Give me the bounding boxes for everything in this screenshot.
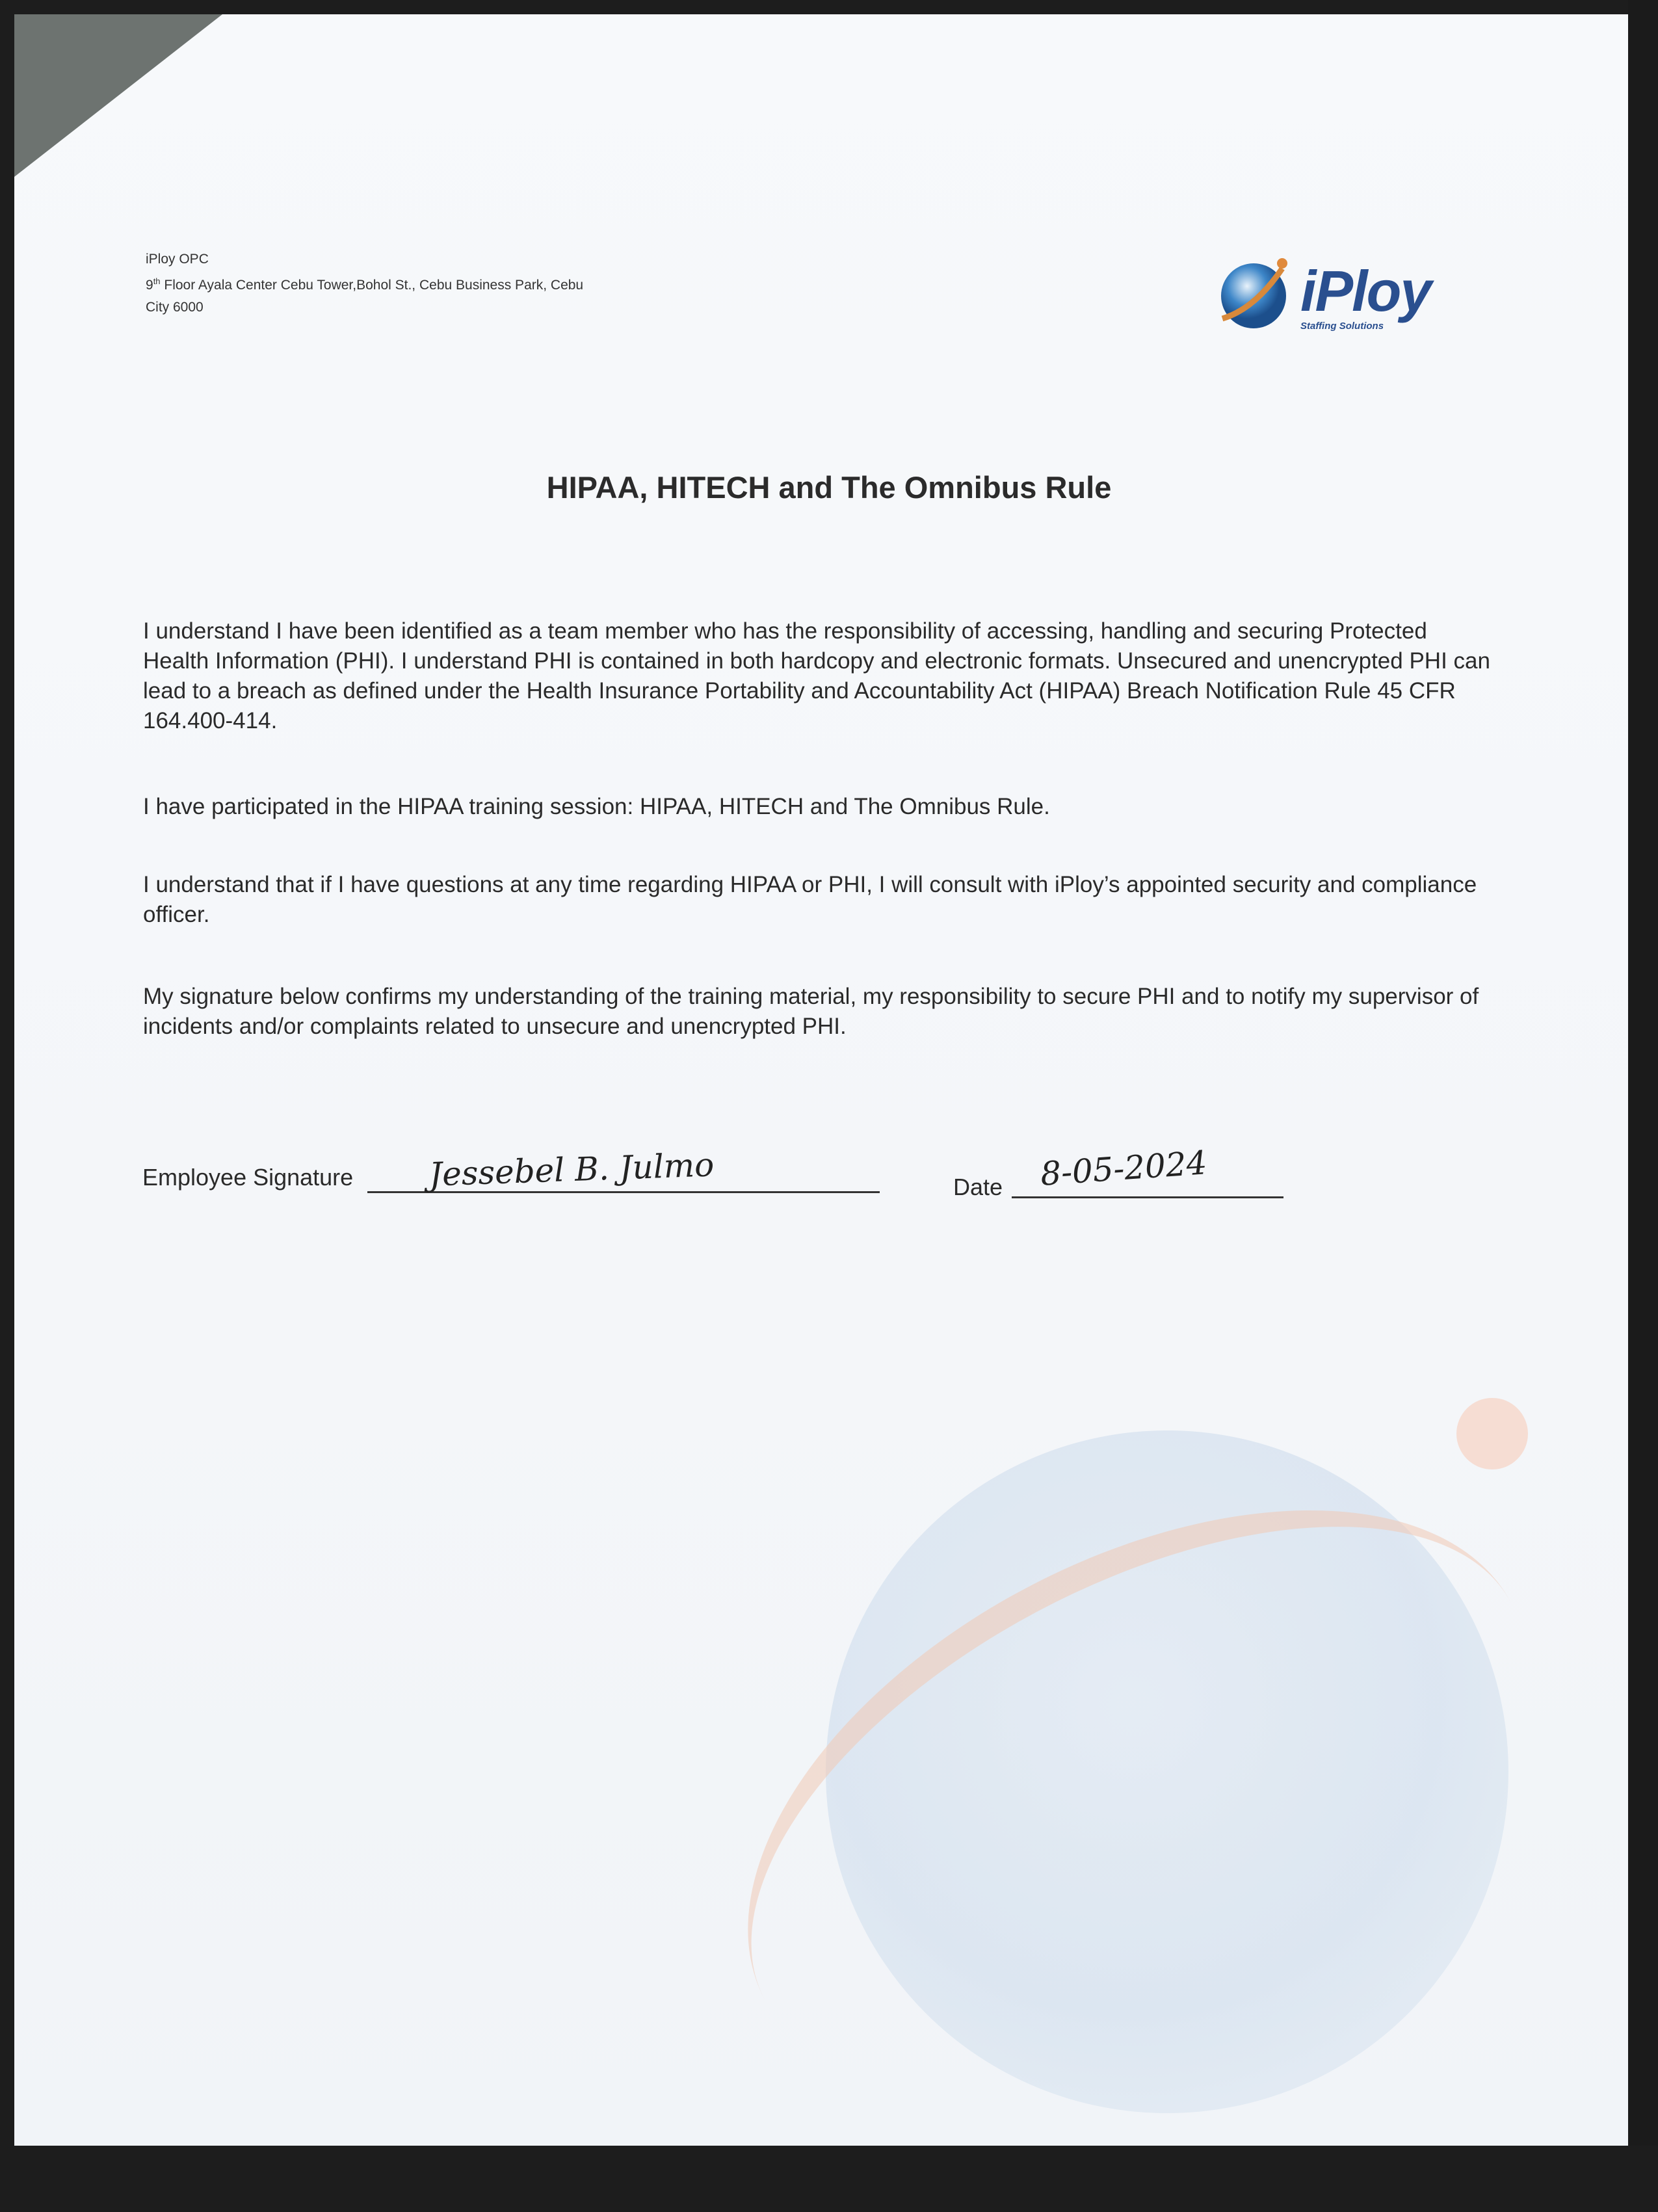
paragraph-training: I have participated in the HIPAA training session: HIPAA, HITECH and The Omnibus Rule. [143,794,1050,819]
paragraph-confirmation: My signature below confirms my understanding of the training material, my responsibility to secure PHI and to notify my supervisor of incidents and/or complaints related to unsecure and unencrypted PHI. [143,984,1479,1039]
address-rest: Floor Ayala Center Cebu Tower,Bohol St., Cebu Business Park, Cebu [160,278,584,293]
date-line [1012,1196,1283,1198]
handwritten-signature: Jessebel B. Julmo [428,1146,715,1194]
employee-signature-label: Employee Signature [142,1164,354,1191]
scan-edge [1628,0,1658,2146]
floor-number: 9 [146,278,153,293]
address-line-2: City 6000 [146,300,204,315]
address-line-1 [146,270,583,296]
logo-text: iPloy [1300,259,1431,323]
paragraph-understanding: I understand I have been identified as a team member who has the responsibility of accessing, handling and securing Protected Health Information (PHI). I understand PHI is contained in both hardcopy and electronic formats. Unsecured and unencrypted PHI can lead to a breach as defined under the Health Insurance Portability and Accountability Act (HIPAA) Breach Notification Rule 45 CFR 164.400-414. [143,618,1490,733]
folded-corner [14,14,222,177]
company-name: iPloy OPC [146,252,209,267]
watermark-orb [1456,1398,1528,1469]
paragraph-questions: I understand that if I have questions at any time regarding HIPAA or PHI, I will consult with iPloy’s appointed security and compliance officer. [143,872,1477,927]
date-label: Date [953,1174,1003,1200]
document-title: HIPAA, HITECH and The Omnibus Rule [546,470,1112,505]
floor-suffix: th [153,276,161,286]
company-address [146,248,583,319]
globe-logo-icon [1209,257,1300,335]
handwritten-date: 8-05-2024 [1039,1144,1209,1193]
logo-tagline: Staffing Solutions [1300,321,1384,332]
iploy-logo [1209,257,1443,335]
